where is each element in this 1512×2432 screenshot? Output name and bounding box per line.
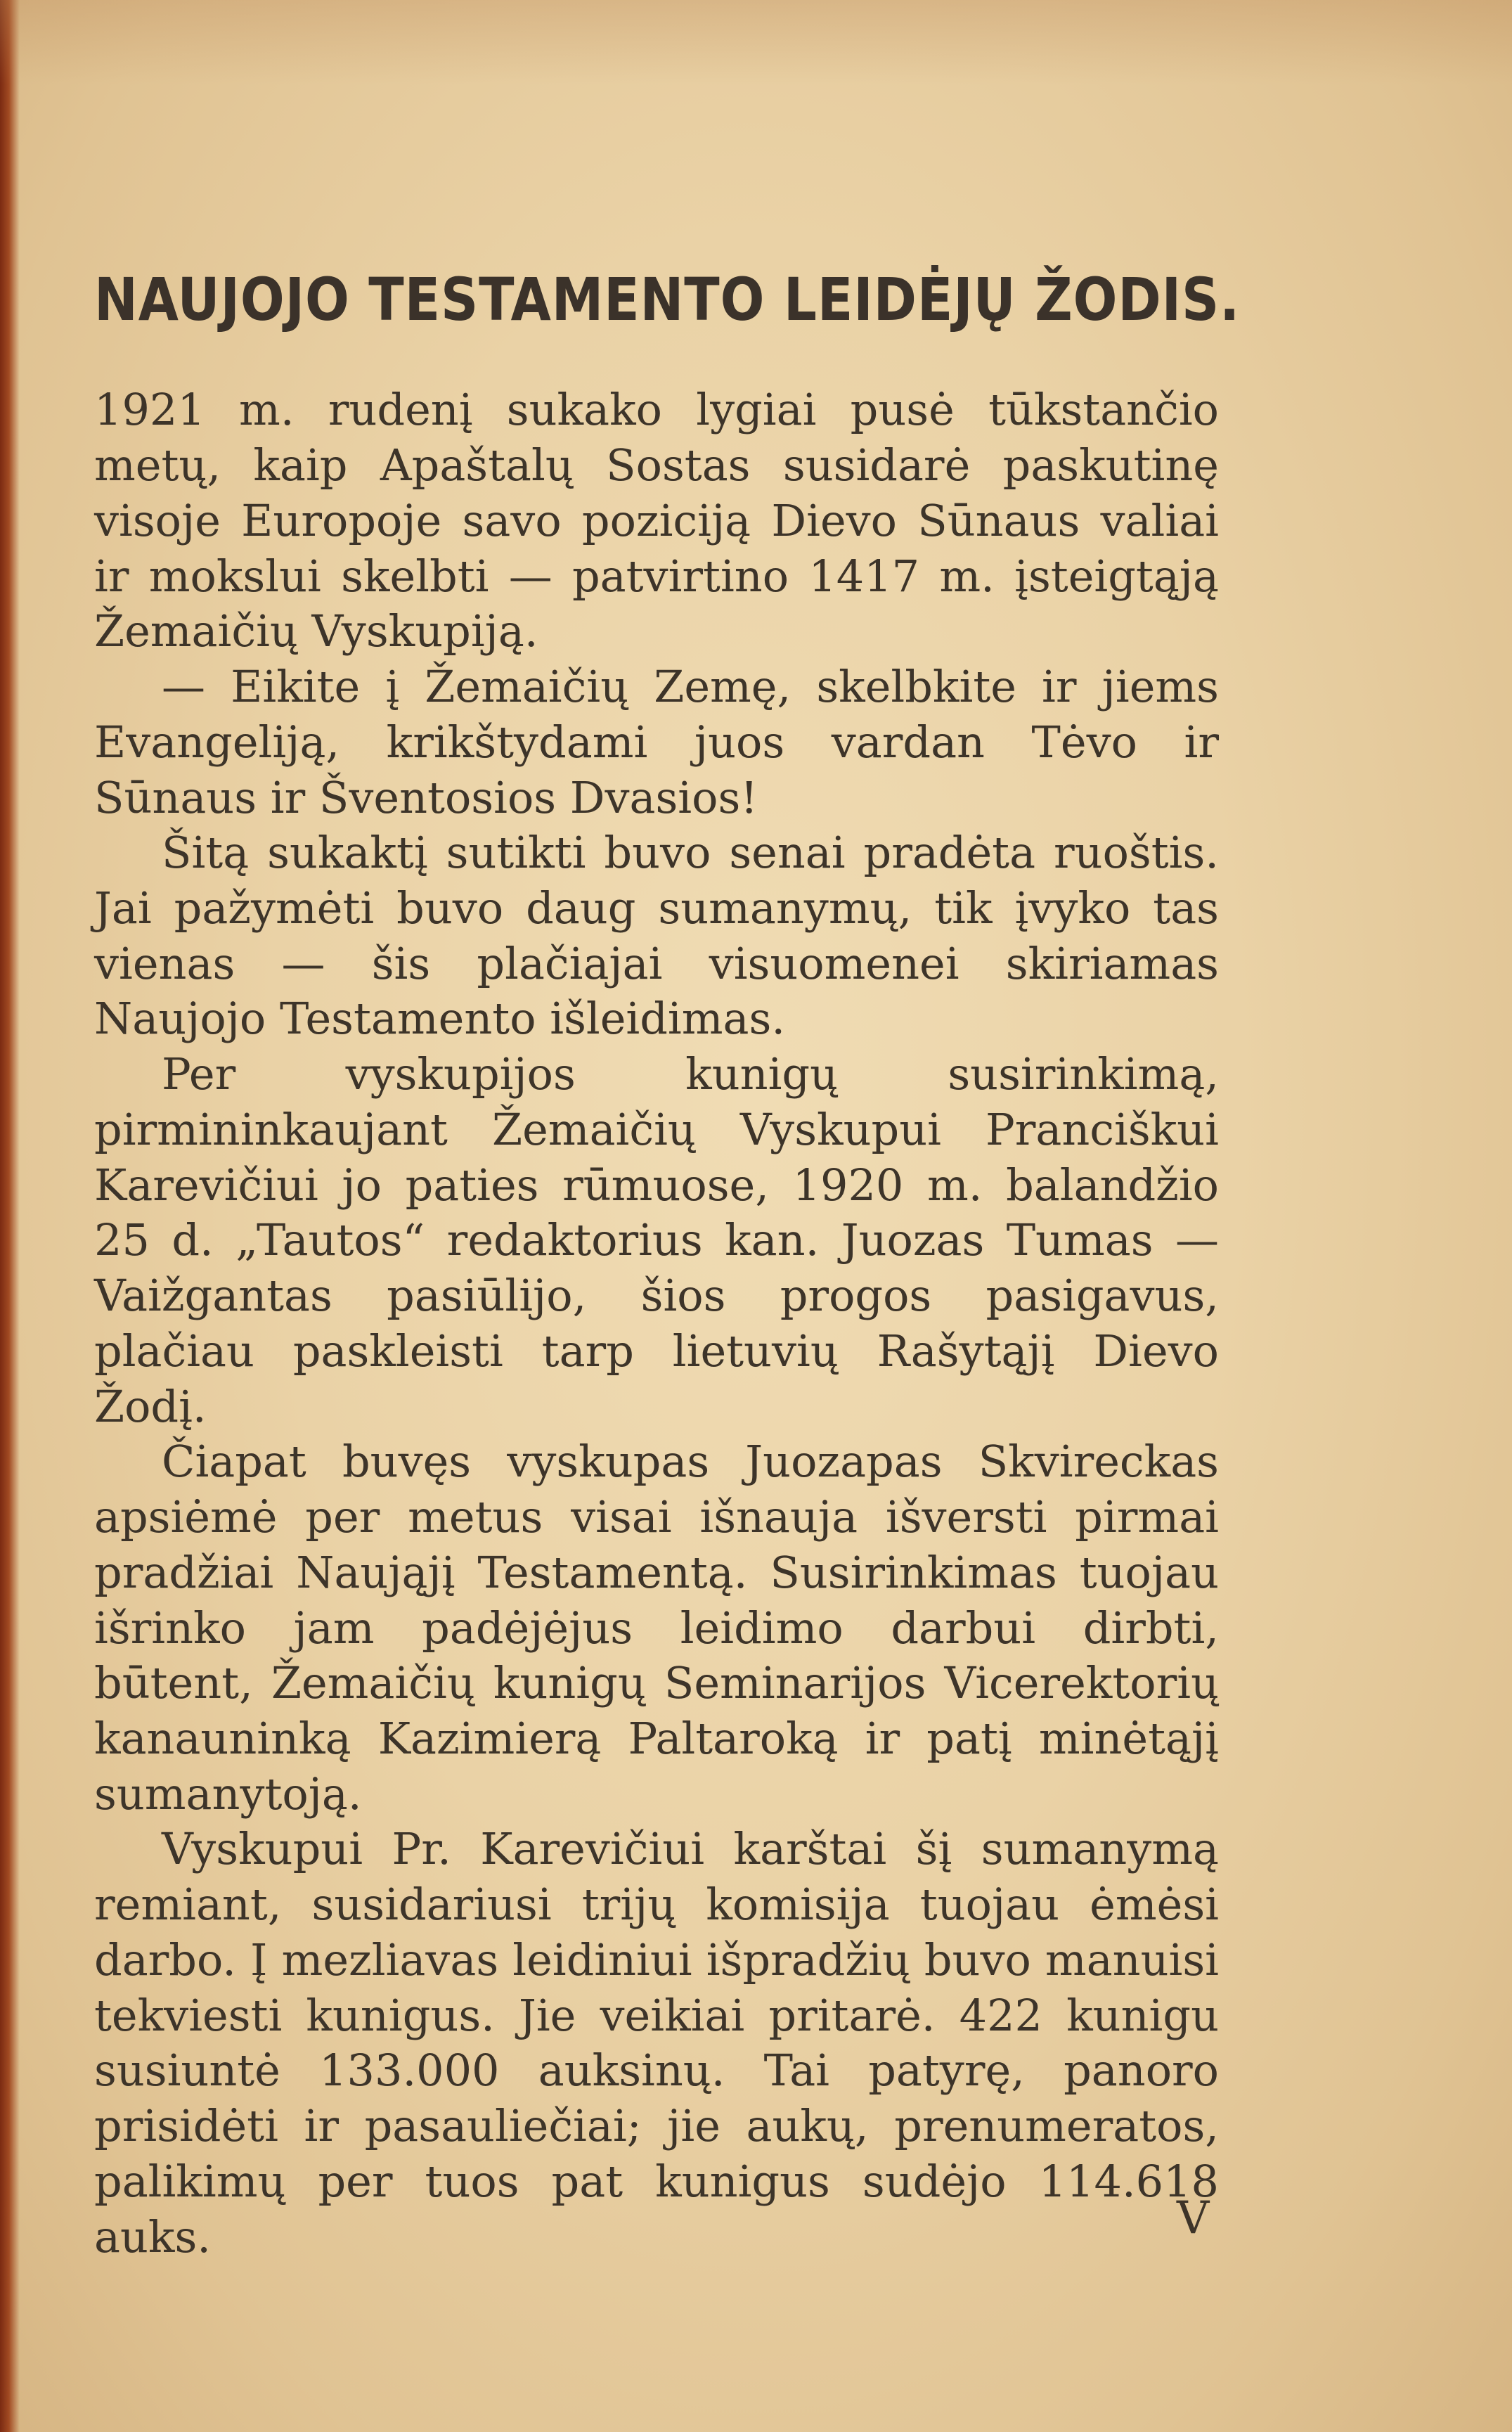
- paragraph-2: — Eikite į Žemaičių Zemę, skelbkite ir jiems Evangeliją, krikštydami juos vardan Tėvo ir Sūnaus ir Šventosios Dvasios!: [94, 661, 1219, 823]
- paragraph-1: 1921 m. rudenį sukako lygiai pusė tūkstančio metų, kaip Apaštalų Sostas susidarė paskutinę visoje Europoje savo poziciją Dievo Sūnaus valiai ir mokslui skelbti — patvirtino 1417 m. įsteigtąją Žemaičių Vyskupiją.: [94, 384, 1219, 657]
- paragraph-5: Čiapat buvęs vyskupas Juozapas Skvireckas apsiėmė per metus visai išnauja išversti pirmai pradžiai Naująjį Testamentą. Susirinkimas tuojau išrinko jam padėjėjus leidimo darbui dirbti, būtent, Žemaičių kunigų Seminarijos Vicerektorių kanauninką Kazimierą Paltaroką ir patį minėtąjį sumanytoją.: [94, 1436, 1219, 1820]
- page-title: NAUJOJO TESTAMENTO LEIDĖJŲ ŽODIS.: [94, 265, 1241, 334]
- paragraph-4: Per vyskupijos kunigų susirinkimą, pirmininkaujant Žemaičių Vyskupui Pranciškui Karevičiui jo paties rūmuose, 1920 m. balandžio 25 d. „Tautos“ redaktorius kan. Juozas Tumas — Vaižgantas pasiūlijo, šios progos pasigavus, plačiau paskleisti tarp lietuvių Rašytąjį Dievo Žodį.: [94, 1048, 1219, 1432]
- paragraph-6: Vyskupui Pr. Karevičiui karštai šį sumanymą remiant, susidariusi trijų komisija tuojau ėmėsi darbo. Į mezliavas leidiniui išpradžių buvo manuisi tekviesti kunigus. Jie veikiai pritarė. 422 kunigu susiuntė 133.000 auksinų. Tai patyrę, panoro prisidėti ir pasauliečiai; jie aukų, prenumeratos, palikimų per tuos pat kunigus sudėjo 114.618 auks.: [94, 1823, 1219, 2263]
- page-number: V: [1177, 2192, 1210, 2244]
- paragraph-3: Šitą sukaktį sutikti buvo senai pradėta ruoštis. Jai pažymėti buvo daug sumanymų, tik įvyko tas vienas — šis plačiajai visuomenei skiriamas Naujojo Testamento išleidimas.: [94, 827, 1219, 1045]
- binding-edge: [0, 0, 20, 2432]
- page-content: [94, 265, 1241, 2265]
- page-top-shade: [0, 0, 1512, 84]
